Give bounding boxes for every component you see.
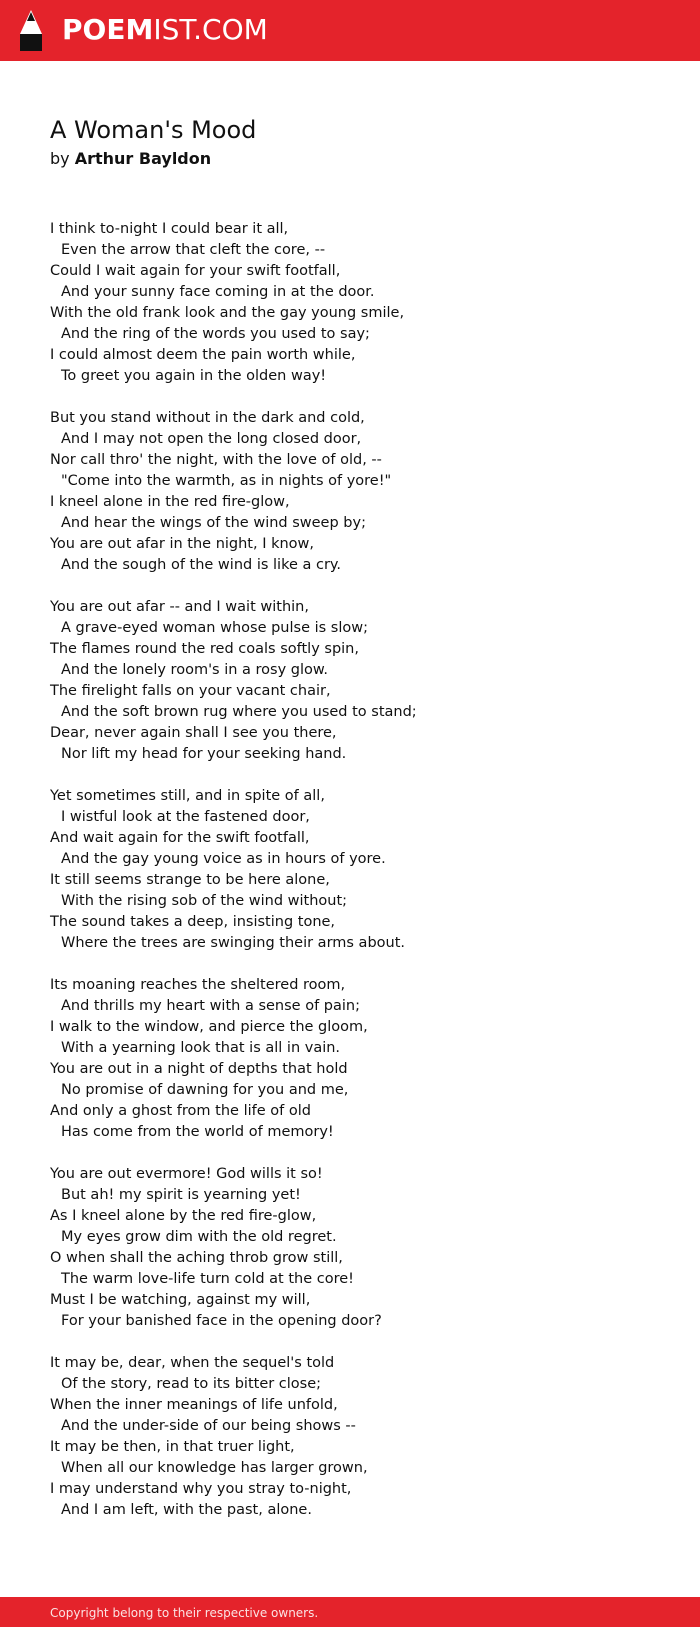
poem-line: Where the trees are swinging their arms about. xyxy=(61,935,406,951)
byline-prefix: by xyxy=(50,149,70,168)
poem-line: And the gay young voice as in hours of yore. xyxy=(61,851,386,867)
logo-bold-text: POEM xyxy=(62,13,154,46)
stanza xyxy=(50,219,670,387)
stanza-gap xyxy=(50,765,670,786)
poem-line: You are out afar -- and I wait within, xyxy=(50,599,309,615)
stanza-gap xyxy=(50,954,670,975)
poem-line: You are out evermore! God wills it so! xyxy=(50,1166,323,1182)
poem-line: The flames round the red coals softly spin, xyxy=(50,641,359,657)
stanza-gap xyxy=(50,1332,670,1353)
poem-line: Nor lift my head for your seeking hand. xyxy=(61,746,347,762)
poem-line: O when shall the aching throb grow still, xyxy=(50,1250,343,1266)
poem-line: I walk to the window, and pierce the gloom, xyxy=(50,1019,368,1035)
poem-line: It may be, dear, when the sequel's told xyxy=(50,1355,335,1371)
stanza-gap xyxy=(50,387,670,408)
poem-line: Even the arrow that cleft the core, -- xyxy=(61,242,326,258)
poem-line: The sound takes a deep, insisting tone, xyxy=(50,914,336,930)
poem-line: And the ring of the words you used to say; xyxy=(61,326,370,342)
poem-line: As I kneel alone by the red fire-glow, xyxy=(50,1208,317,1224)
poem-line: With the rising sob of the wind without; xyxy=(61,893,348,909)
poem-line: The firelight falls on your vacant chair, xyxy=(50,683,331,699)
poem-line: Nor call thro' the night, with the love of old, -- xyxy=(50,452,382,468)
poem-line: And I am left, with the past, alone. xyxy=(61,1502,312,1518)
poem-line: To greet you again in the olden way! xyxy=(61,368,327,384)
poem-line: It still seems strange to be here alone, xyxy=(50,872,330,888)
site-header xyxy=(0,0,700,61)
poem-line: For your banished face in the opening door? xyxy=(61,1313,382,1329)
poem-line: But ah! my spirit is yearning yet! xyxy=(61,1187,301,1203)
site-footer xyxy=(0,1597,700,1627)
stanza xyxy=(50,975,670,1143)
poem-line: And the under-side of our being shows -- xyxy=(61,1418,356,1434)
poem-line: You are out afar in the night, I know, xyxy=(50,536,315,552)
logo-light-text: IST.COM xyxy=(153,13,268,46)
poem-line: The warm love-life turn cold at the core! xyxy=(61,1271,354,1287)
poem-line: Could I wait again for your swift footfall, xyxy=(50,263,341,279)
poem-line: When the inner meanings of life unfold, xyxy=(50,1397,338,1413)
stanza-gap xyxy=(50,1143,670,1164)
poem-line: It may be then, in that truer light, xyxy=(50,1439,295,1455)
poem-line: And wait again for the swift footfall, xyxy=(50,830,310,846)
stanza-gap xyxy=(50,576,670,597)
poem-line: Must I be watching, against my will, xyxy=(50,1292,311,1308)
poem-line: You are out in a night of depths that hold xyxy=(50,1061,348,1077)
stanza xyxy=(50,408,670,576)
poem-line: And the lonely room's in a rosy glow. xyxy=(61,662,329,678)
stanza xyxy=(50,597,670,765)
poem-line: Dear, never again shall I see you there, xyxy=(50,725,337,741)
copyright-text: Copyright belong to their respective owners. xyxy=(50,1606,319,1620)
pencil-tip-icon[interactable] xyxy=(18,10,44,51)
author-name: Arthur Bayldon xyxy=(74,149,212,168)
poem-line: But you stand without in the dark and cold, xyxy=(50,410,365,426)
poem-line: I kneel alone in the red fire-glow, xyxy=(50,494,290,510)
poem-line: No promise of dawning for you and me, xyxy=(61,1082,349,1098)
poem-line: A grave-eyed woman whose pulse is slow; xyxy=(61,620,368,636)
poem-line: I think to-night I could bear it all, xyxy=(50,221,289,237)
poem-line: And I may not open the long closed door, xyxy=(61,431,362,447)
poem-line: My eyes grow dim with the old regret. xyxy=(61,1229,337,1245)
byline xyxy=(50,148,211,170)
poem-line: With the old frank look and the gay young smile, xyxy=(50,305,405,321)
stanza xyxy=(50,786,670,954)
poem-line: And thrills my heart with a sense of pain; xyxy=(61,998,360,1014)
stanza xyxy=(50,1164,670,1332)
poem-line: Of the story, read to its bitter close; xyxy=(61,1376,322,1392)
poem-line: Its moaning reaches the sheltered room, xyxy=(50,977,346,993)
poem-line: And the sough of the wind is like a cry. xyxy=(61,557,342,573)
poem-line: When all our knowledge has larger grown, xyxy=(61,1460,368,1476)
poem-line: And the soft brown rug where you used to stand; xyxy=(61,704,417,720)
poem-line: And hear the wings of the wind sweep by; xyxy=(61,515,366,531)
poem-line: "Come into the warmth, as in nights of yore!" xyxy=(61,473,392,489)
poem-line: Has come from the world of memory! xyxy=(61,1124,334,1140)
poem-line: I may understand why you stray to-night, xyxy=(50,1481,352,1497)
poem-line: Yet sometimes still, and in spite of all, xyxy=(50,788,325,804)
stanza xyxy=(50,1353,670,1521)
poem-body xyxy=(50,219,670,1521)
poem-line: And only a ghost from the life of old xyxy=(50,1103,311,1119)
site-logo[interactable] xyxy=(62,14,268,46)
poem-line: And your sunny face coming in at the door. xyxy=(61,284,375,300)
poem-line: With a yearning look that is all in vain. xyxy=(61,1040,341,1056)
poem-line: I wistful look at the fastened door, xyxy=(61,809,310,825)
poem-line: I could almost deem the pain worth while, xyxy=(50,347,356,363)
poem-title: A Woman's Mood xyxy=(50,116,257,144)
